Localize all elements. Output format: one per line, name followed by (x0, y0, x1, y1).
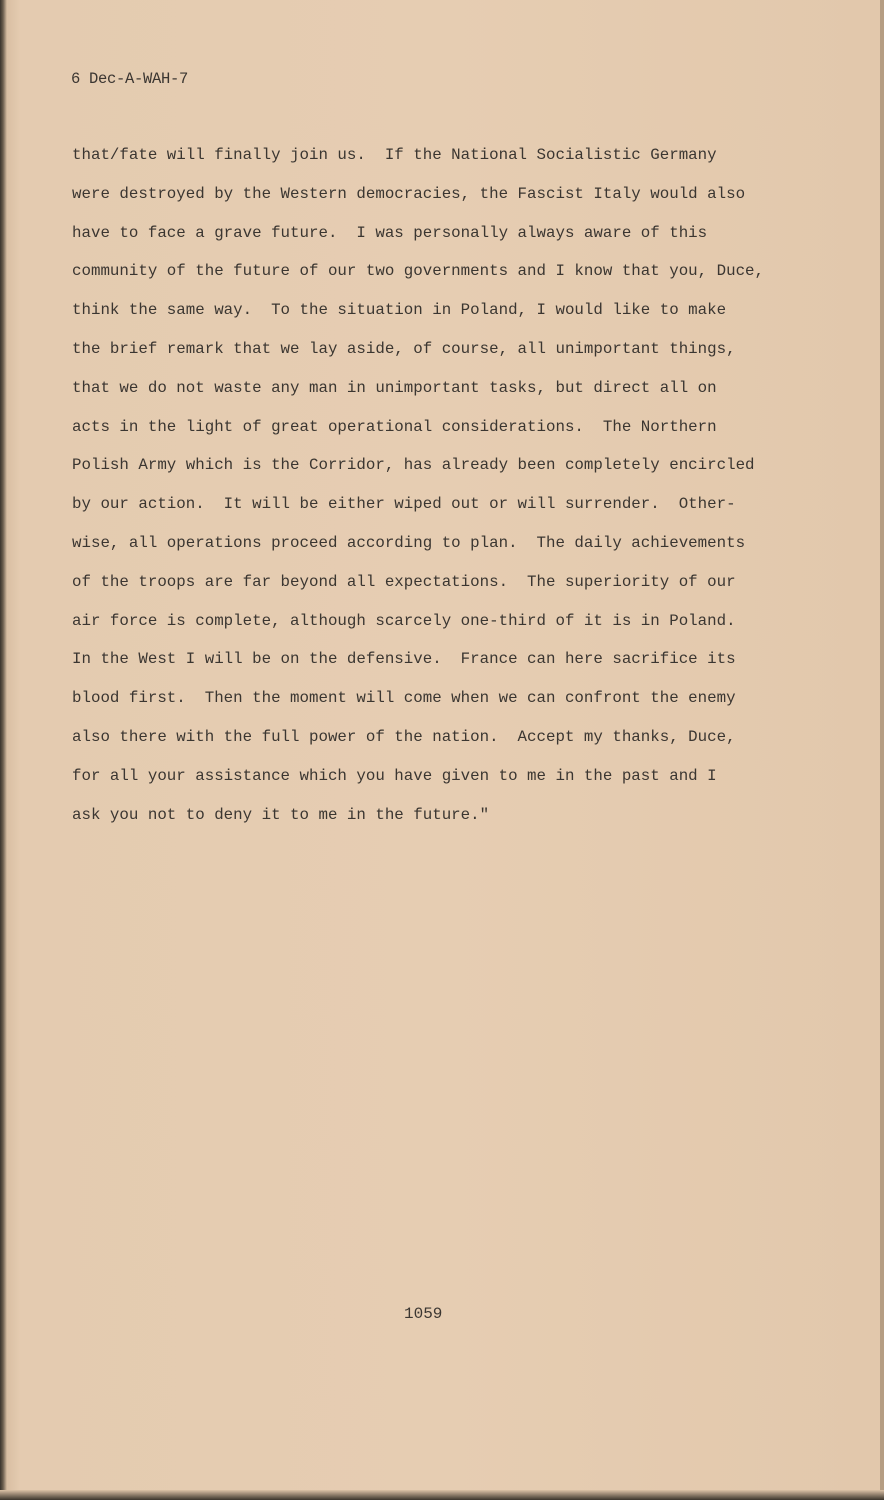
text-line: by our action. It will be either wiped out or will surrender. Other- (72, 495, 736, 514)
text-line: for all your assistance which you have given to me in the past and I (72, 766, 717, 785)
text-line: Polish Army which is the Corridor, has already been completely encircled (72, 456, 755, 475)
text-line: also there with the full power of the nation. Accept my thanks, Duce, (72, 727, 736, 746)
text-line: In the West I will be on the defensive. France can here sacrifice its (72, 650, 736, 669)
document-body (72, 143, 764, 841)
text-line: the brief remark that we lay aside, of course, all unimportant things, (72, 339, 736, 358)
text-line: of the troops are far beyond all expectations. The superiority of our (72, 572, 736, 591)
text-line: air force is complete, although scarcely one-third of it is in Poland. (72, 611, 736, 630)
page-bottom-edge (0, 1490, 884, 1500)
text-line: acts in the light of great operational considerations. The Northern (72, 417, 717, 436)
text-line: community of the future of our two governments and I know that you, Duce, (72, 262, 765, 281)
text-line: ask you not to deny it to me in the future." (72, 805, 490, 824)
document-reference: 6 Dec-A-WAH-7 (71, 70, 189, 88)
text-line: have to face a grave future. I was personally always aware of this (72, 223, 708, 242)
text-line: blood first. Then the moment will come when we can confront the enemy (72, 689, 736, 708)
text-line: wise, all operations proceed according to plan. The daily achievements (72, 533, 746, 552)
page-right-edge (880, 0, 884, 1500)
text-line: that/fate will finally join us. If the National Socialistic Germany (72, 146, 717, 164)
text-line: think the same way. To the situation in Poland, I would like to make (72, 301, 727, 320)
text-line: that we do not waste any man in unimportant tasks, but direct all on (72, 378, 717, 397)
page-number: 1059 (404, 1305, 443, 1323)
text-line: were destroyed by the Western democracies, the Fascist Italy would also (72, 184, 746, 203)
